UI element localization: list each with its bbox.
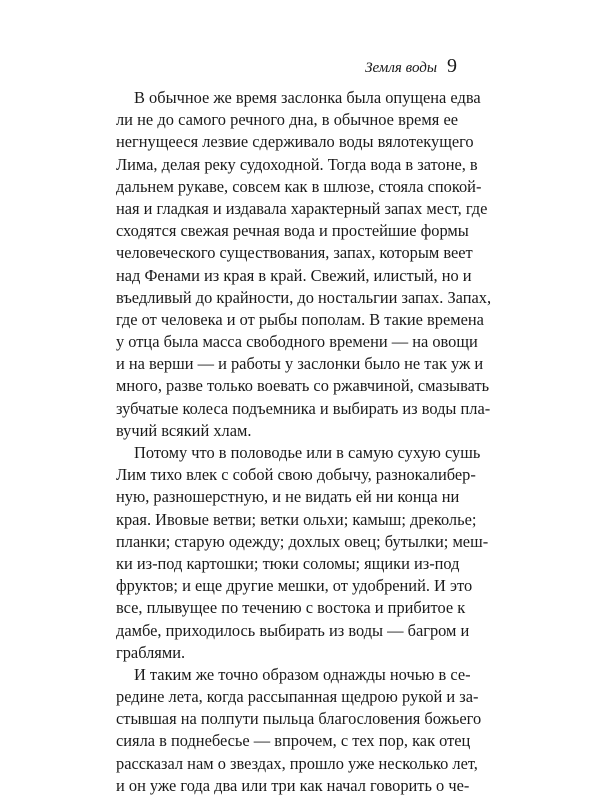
text-line: Лима, делая реку судоходной. Тогда вода в затоне, в bbox=[116, 154, 478, 174]
text-line: В обычное же время заслонка была опущена едва bbox=[134, 88, 481, 107]
text-line: граблями. bbox=[116, 642, 186, 662]
body-text bbox=[116, 87, 492, 797]
text-line: Лим тихо влек с собой свою добычу, разнокалибер- bbox=[116, 465, 476, 485]
text-line: много, разве только воевать со ржавчиной, смазывать bbox=[116, 376, 490, 396]
text-line: дамбе, приходилось выбирать из воды — багром и bbox=[116, 620, 470, 640]
text-line: края. Ивовые ветви; ветки ольхи; камыш; дреколье; bbox=[116, 509, 477, 529]
text-line: Потому что в половодье или в самую сухую сушь bbox=[134, 443, 481, 462]
text-line: человеческого существования, запах, которым веет bbox=[116, 243, 473, 263]
text-line: редине лета, когда рассыпанная щедрою рукой и за- bbox=[116, 687, 479, 707]
text-line: дальнем рукаве, совсем как в шлюзе, стояла спокой- bbox=[116, 176, 482, 196]
text-line: сияла в поднебесье — впрочем, с тех пор, как отец bbox=[116, 731, 471, 751]
paragraph bbox=[116, 442, 489, 664]
text-line: ли не до самого речного дна, в обычное время ее bbox=[116, 110, 458, 130]
text-line: ки из-под картошки; тюки соломы; ящики из-под bbox=[116, 553, 460, 573]
text-line: сходятся свежая речная вода и простейшие формы bbox=[116, 221, 469, 241]
text-line: планки; старую одежду; дохлых овец; бутылки; меш- bbox=[116, 531, 489, 551]
text-line: фруктов; и еще другие мешки, от удобрений. И это bbox=[116, 576, 473, 596]
text-line: ная и гладкая и издавала характерный запах мест, где bbox=[116, 198, 488, 218]
text-line: И таким же точно образом однажды ночью в се- bbox=[134, 664, 471, 684]
text-line: вучий всякий хлам. bbox=[116, 420, 252, 440]
text-line: ную, разношерстную, и не видать ей ни конца ни bbox=[116, 487, 460, 507]
paragraph bbox=[116, 87, 492, 442]
text-line: зубчатые колеса подъемника и выбирать из воды пла- bbox=[116, 398, 491, 418]
text-line: и он уже года два или три как начал говорить о че- bbox=[116, 775, 470, 795]
text-line: негнущееся лезвие сдерживало воды вялотекущего bbox=[116, 132, 474, 152]
chapter-title: Земля воды bbox=[365, 60, 437, 76]
text-line: у отца была масса свободного времени — на овощи bbox=[116, 332, 478, 352]
paragraph bbox=[116, 664, 482, 797]
text-line: и на верши — и работы у заслонки было не так уж и bbox=[116, 354, 484, 374]
page-number: 9 bbox=[447, 55, 457, 77]
text-line: все, плывущее по течению с востока и прибитое к bbox=[116, 598, 466, 618]
running-header bbox=[365, 55, 457, 78]
text-line: где от человека и от рыбы пополам. В такие времена bbox=[116, 309, 484, 329]
text-line: стывшая на полпути пыльца благословения божьего bbox=[116, 709, 482, 729]
text-line: въедливый до крайности, до ностальгии запах. Запах, bbox=[116, 287, 492, 307]
text-line: рассказал нам о звездах, прошло уже несколько лет, bbox=[116, 753, 478, 773]
text-line: над Фенами из края в край. Свежий, илистый, но и bbox=[116, 265, 472, 285]
